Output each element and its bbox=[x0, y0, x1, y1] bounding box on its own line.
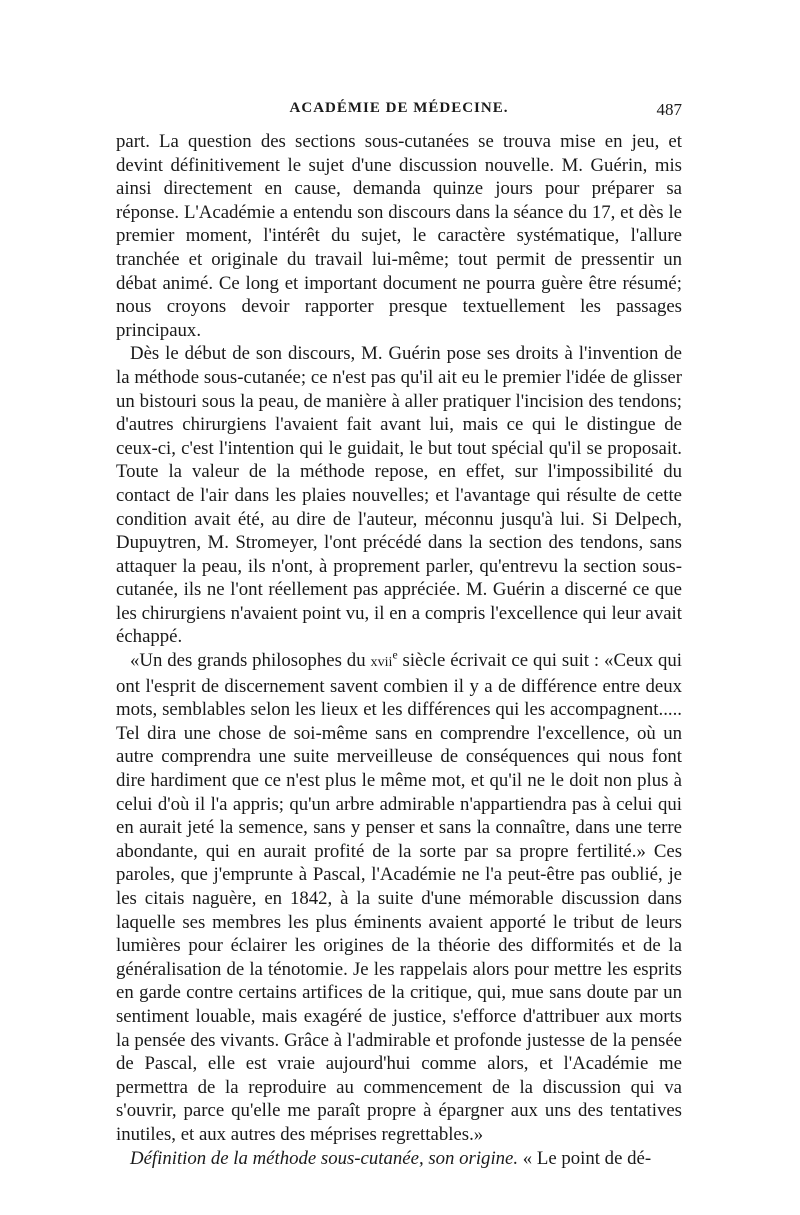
paragraph-4 bbox=[116, 1147, 682, 1171]
page-number: 487 bbox=[656, 100, 682, 119]
body-text bbox=[116, 130, 682, 1170]
section-text: « Le point de dé- bbox=[518, 1147, 652, 1169]
century-numeral: xvii bbox=[370, 654, 393, 671]
century-suffix: e bbox=[392, 648, 398, 662]
quote-opening: «Un des grands philosophes du bbox=[130, 650, 371, 672]
running-title: ACADÉMIE DE MÉDECINE. bbox=[289, 100, 509, 116]
book-page bbox=[116, 100, 682, 1170]
paragraph-3 bbox=[116, 649, 682, 1146]
quote-body: siècle écrivait ce qui suit : «Ceux qui ont l'esprit de discernement savent combien il y a de différence entre deux mots, semblables selon les lieux et les différences qui les accompagnent..... Tel dira une chose de soi-même sans en comprendre l'excellence, où un autre comprendra une suite merveilleuse de conséquences qui nous font dire hardiment que ce n'est plus le même mot, et qu'il ne le doit non plus à celui d'où il l'a appris; qu'un arbre admirable n'appartiendra pas à celui qui en aurait jeté la semence, sans y penser et sans la connaître, dans une terre abondante, qui en aurait profité de la sorte par sa propre fertilité.» Ces paroles, que j'emprunte à Pascal, l'Académie ne l'a peut-être pas oublié, je les citais naguère, en 1842, à la suite d'une mémorable discussion dans laquelle ses membres les plus éminents avaient apporté le tribut de leurs lumières pour éclairer les origines de la théorie des difformités et de la généralisation de la ténotomie. Je les rappelais alors pour mettre les esprits en garde contre certains artifices de la critique, qui, mue sans doute par un sentiment louable, mais exagéré de justice, s'efforce d'attribuer aux morts la pensée des vivants. Grâce à l'admirable et profonde justesse de la pensée de Pascal, elle est vraie aujourd'hui comme alors, et l'Académie me permettra de la reproduire au commencement de la discussion qui va s'ouvrir, parce qu'elle me paraît propre à épargner aux uns des tentatives inutiles, et aux autres des méprises regrettables.» bbox=[116, 650, 682, 1145]
paragraph-2: Dès le début de son discours, M. Guérin pose ses droits à l'invention de la méthode sous-cutanée; ce n'est pas qu'il ait eu le premier l'idée de glisser un bistouri sous la peau, de manière à aller pratiquer l'incision des tendons; d'autres chirurgiens l'avaient fait avant lui, mais ce qui le distingue de ceux-ci, c'est l'intention qui le guidait, le but tout spécial qu'il se proposait. Toute la valeur de la méthode repose, en effet, sur l'impossibilité du contact de l'air dans les plaies nouvelles; et l'avantage qui résulte de cette condition avait été, au dire de l'auteur, méconnu jusqu'à lui. Si Delpech, Dupuytren, M. Stromeyer, l'ont précédé dans la section des tendons, sans attaquer la peau, ils n'ont, à proprement parler, qu'entrevu la section sous-cutanée, ils ne l'ont réellement pas appréciée. M. Guérin a discerné ce que les chirurgiens n'avaient point vu, il en a compris l'excellence qui leur avait échappé. bbox=[116, 343, 682, 648]
paragraph-1: part. La question des sections sous-cutanées se trouva mise en jeu, et devint définitivement le sujet d'une discussion nouvelle. M. Guérin, mis ainsi directement en cause, demanda quinze jours pour préparer sa réponse. L'Académie a entendu son discours dans la séance du 17, et dès le premier moment, l'intérêt du sujet, le caractère systématique, l'allure tranchée et originale du travail lui-même; tout permit de pressentir un débat animé. Ce long et important document ne pourra guère être résumé; nous croyons devoir rapporter presque textuellement les passages principaux. bbox=[116, 131, 682, 341]
section-heading: Définition de la méthode sous-cutanée, son origine. bbox=[130, 1147, 519, 1169]
running-head bbox=[116, 100, 682, 126]
